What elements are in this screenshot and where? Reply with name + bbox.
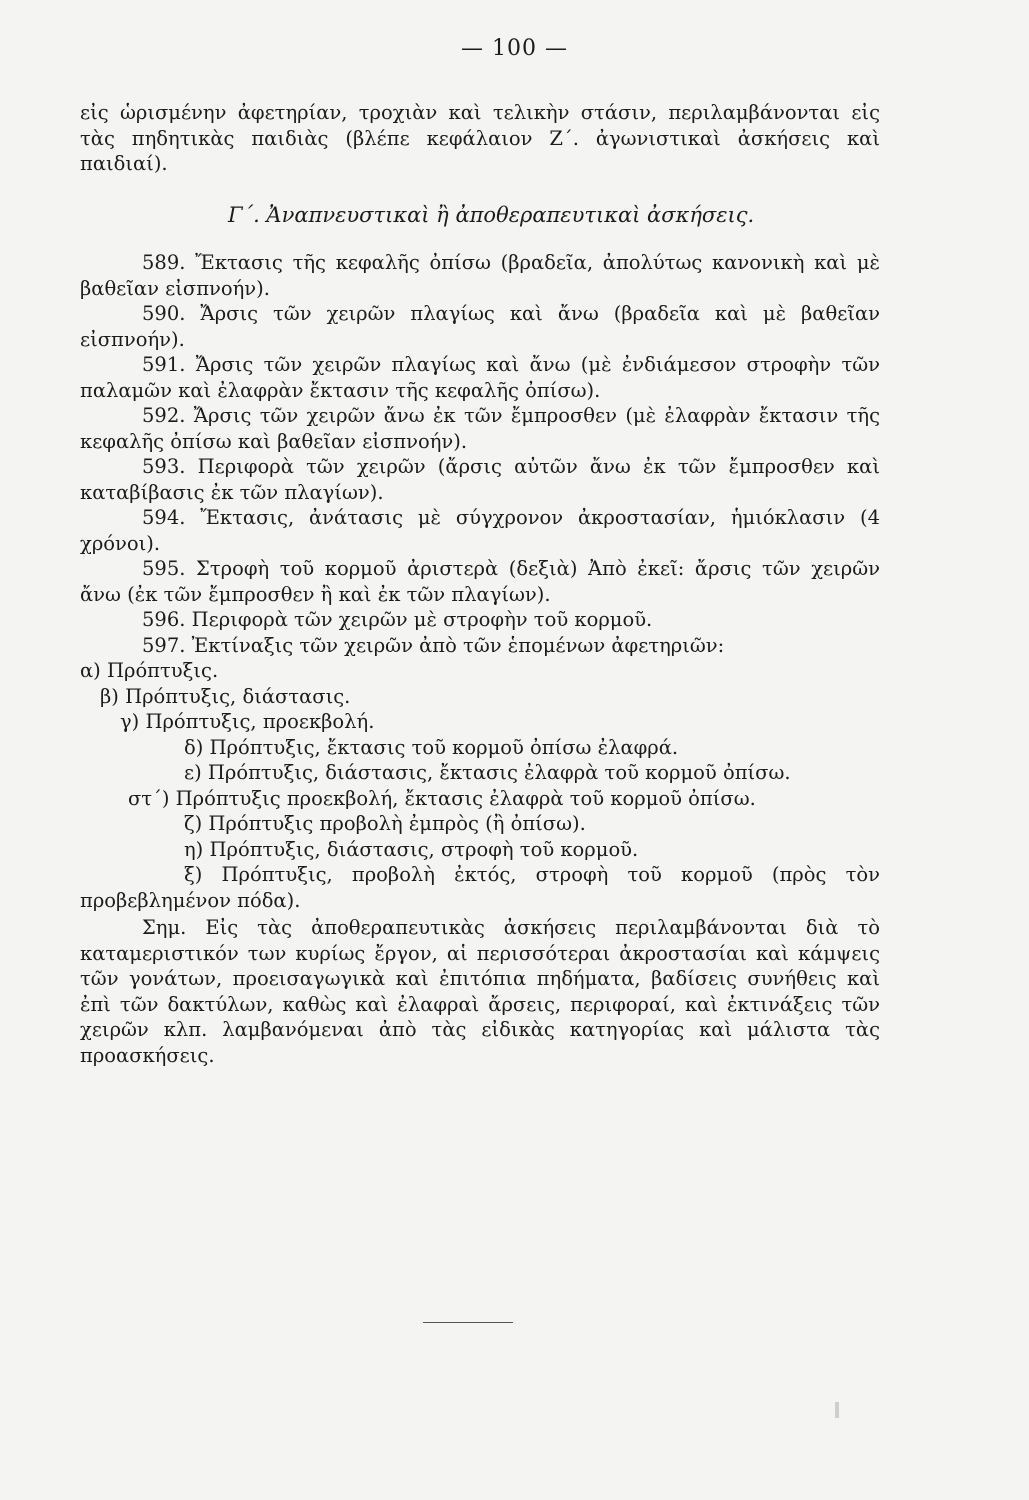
subitem-st: στ΄) Πρόπτυξις προεκβολή, ἔκτασις ἐλαφρὰ τοῦ κορμοῦ ὀπίσω. xyxy=(128,786,756,810)
subitem-b: β) Πρόπτυξις, διάστασις. xyxy=(100,684,351,708)
exercise-593: 593. Περιφορὰ τῶν χειρῶν (ἄρσις αὐτῶν ἄνω ἐκ τῶν ἔμπροσθεν καὶ καταβίβασις ἐκ τῶν πλαγίων). xyxy=(80,455,880,504)
subitem-e: ε) Πρόπτυξις, διάστασις, ἔκτασις ἐλαφρὰ τοῦ κορμοῦ ὀπίσω. xyxy=(184,761,791,784)
subitem-d: δ) Πρόπτυξις, ἔκτασις τοῦ κορμοῦ ὀπίσω ἐλαφρά. xyxy=(184,735,679,759)
subitem-h: η) Πρόπτυξις, διάστασις, στροφὴ τοῦ κορμοῦ. xyxy=(184,837,639,861)
exercise-589: 589. Ἔκτασις τῆς κεφαλῆς ὀπίσω (βραδεῖα, ἀπολύτως κανονικὴ καὶ μὲ βαθεῖαν εἰσπνοήν). xyxy=(80,251,880,300)
subitem-g: γ) Πρόπτυξις, προεκβολή. xyxy=(120,710,375,733)
exercise-597: 597. Ἐκτίναξις τῶν χειρῶν ἀπὸ τῶν ἑπομένων ἀφετηριῶν: xyxy=(142,633,725,657)
intro-paragraph: εἰς ὡρισμένην ἀφετηρίαν, τροχιὰν καὶ τελικὴν στάσιν, περιλαμβάνονται εἰς τὰς πηδητικὰς παιδιὰς (βλέπε κεφάλαιον Ζ΄. ἀγωνιστικαὶ ἀσκήσεις καὶ παιδιαί). xyxy=(80,101,880,175)
subitem-z: ζ) Πρόπτυξις προβολὴ ἐμπρὸς (ἢ ὀπίσω). xyxy=(184,812,586,835)
subitem-a: α) Πρόπτυξις. xyxy=(80,659,219,682)
subitem-x: ξ) Πρόπτυξις, προβολὴ ἐκτός, στροφὴ τοῦ κορμοῦ (πρὸς τὸν προβεβλημένον πόδα). xyxy=(80,863,880,912)
exercise-590: 590. Ἄρσις τῶν χειρῶν πλαγίως καὶ ἄνω (βραδεῖα καὶ μὲ βαθεῖαν εἰσπνοήν). xyxy=(80,302,880,351)
exercise-592: 592. Ἄρσις τῶν χειρῶν ἄνω ἐκ τῶν ἔμπροσθεν (μὲ ἐλαφρὰν ἔκτασιν τῆς κεφαλῆς ὀπίσω καὶ βαθεῖαν εἰσπνοήν). xyxy=(80,404,880,453)
exercise-591: 591. Ἄρσις τῶν χειρῶν πλαγίως καὶ ἄνω (μὲ ἐνδιάμεσον στροφὴν τῶν παλαμῶν καὶ ἐλαφρὰν ἔκτασιν τῆς κεφαλῆς ὀπίσω). xyxy=(80,353,880,402)
exercise-594: 594. Ἔκτασις, ἀνάτασις μὲ σύγχρονον ἀκροστασίαν, ἡμιόκλασιν (4 χρόνοι). xyxy=(80,506,880,555)
section-divider xyxy=(423,1322,513,1323)
exercise-596: 596. Περιφορὰ τῶν χειρῶν μὲ στροφὴν τοῦ κορμοῦ. xyxy=(142,608,653,631)
page-body xyxy=(80,100,880,1068)
exercise-595: 595. Στροφὴ τοῦ κορμοῦ ἀριστερὰ (δεξιὰ) Ἀπὸ ἐκεῖ: ἄρσις τῶν χειρῶν ἄνω (ἐκ τῶν ἔμπροσθεν ἢ καὶ ἐκ τῶν πλαγίων). xyxy=(80,557,880,606)
ink-mark xyxy=(835,1402,839,1418)
section-heading: Γ΄. Ἀναπνευστικαὶ ἢ ἀποθεραπευτικαὶ ἀσκήσεις. xyxy=(228,202,755,227)
page-number: — 100 — xyxy=(461,36,568,61)
note-paragraph: Σημ. Εἰς τὰς ἀποθεραπευτικὰς ἀσκήσεις περιλαμβάνονται διὰ τὸ καταμεριστικόν των κυρίως ἔργον, αἱ περισσότεραι ἀκροστασίαι καὶ κάμψεις τῶν γονάτων, προεισαγωγικὰ καὶ ἐπιτόπια πηδήματα, βαδίσεις συνήθεις καὶ ἐπὶ τῶν δακτύλων, καθὼς καὶ ἐλαφραὶ ἄρσεις, περιφοραί, καὶ ἐκτινάξεις τῶν χειρῶν κλπ. λαμβανόμεναι ἀπὸ τὰς εἰδικὰς κατηγορίας καὶ μάλιστα τὰς προασκήσεις. xyxy=(80,916,880,1067)
